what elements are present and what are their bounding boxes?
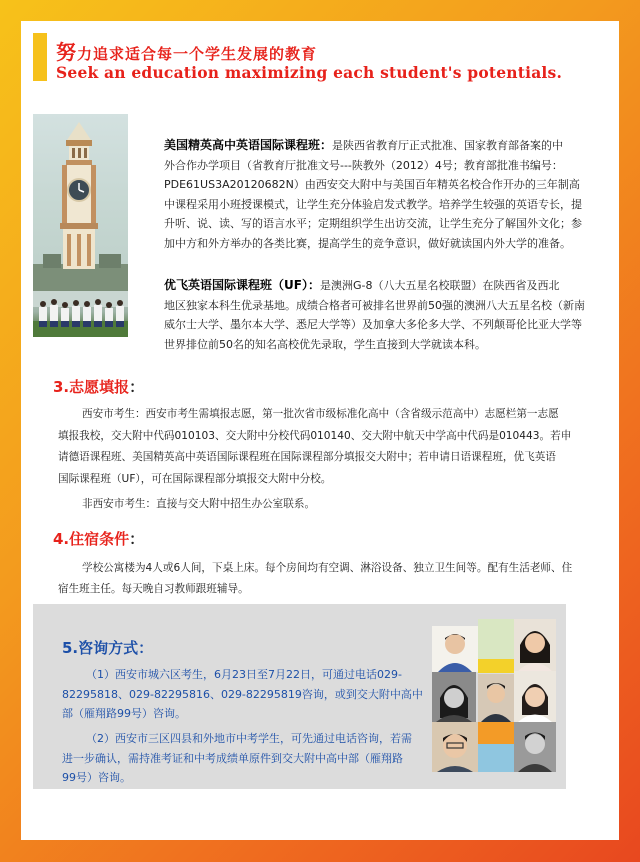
section-volunteer-colon: ： (129, 378, 145, 396)
contact-method-1 (62, 665, 432, 724)
header-chinese-slogan (56, 36, 317, 65)
section-contact-colon: ： (138, 639, 154, 657)
students-group-photo (33, 291, 128, 337)
program-us-elite-line: PDE61US3A20120682N）由西安交大附中与美国百年精英名校合作开办的三年制高 (164, 178, 580, 191)
section-dorm-colon: ： (129, 530, 145, 548)
section-volunteer-line: 国际课程班（UF），可在国际课程部分填报交大附中分校。 (58, 472, 332, 485)
contact-method-2-line: （2）西安市三区四县和外地市中考学生，可先通过电话咨询，若需 (86, 732, 412, 745)
section-dorm-body (58, 558, 588, 600)
header-english-slogan: Seek an education maximizing each student's potentials. (56, 63, 563, 82)
program-uf (164, 276, 586, 354)
header-first-char: 努 (56, 40, 77, 64)
contact-method-2-line: 进一步确认，需持准考证和中考成绩单原件到交大附中高中部（雁翔路 (62, 751, 403, 765)
student-portraits-collage (432, 619, 556, 779)
section-contact-title-text: 5.咨询方式 (62, 639, 139, 657)
program-uf-line: 地区独家本科生优录基地。成绩合格者可被排名世界前50强的澳洲八大五星名校（新南 (164, 298, 585, 312)
section-dorm-title-text: 4.住宿条件 (53, 530, 130, 548)
program-us-elite-line: 加中方和外方举办的各类比赛，提高学生的竞争意识，做好就读国内外大学的准备。 (164, 236, 571, 250)
student-portrait (478, 674, 514, 722)
contact-method-2-line: 99号）咨询。 (62, 771, 131, 784)
section-volunteer-line: 请德语课程班、美国精英高中英语国际课程班在国际课程部分填报交大附中；若申请日语课程班，优飞英语 (58, 451, 556, 463)
program-uf-line: 世界排位前50名的知名高校优先录取，学生直接到大学就读本科。 (164, 337, 486, 351)
program-us-elite-line: 是陕西省教育厅正式批准、国家教育部备案的中 (332, 139, 564, 152)
program-us-elite-line: 升听、说、读、写的语言水平；定期组织学生出访交流，让学生充分了解国外文化；参 (164, 217, 582, 230)
program-uf-line: 是澳洲G-8（八大五星名校联盟）在陕西省及西北 (319, 279, 560, 292)
section-volunteer-title (53, 376, 144, 397)
color-tile-yellow (478, 659, 514, 673)
color-tile-blue (478, 744, 514, 772)
section-volunteer-line: 西安市考生：西安市考生需填报志愿，第一批次省市级标准化高中（含省级示范高中）志愿栏第一志愿 (82, 408, 559, 420)
program-uf-line: 威尔士大学、墨尔本大学、悉尼大学等）及加拿大多伦多大学、不列颠哥伦比亚大学等 (164, 318, 582, 331)
contact-method-2 (62, 729, 432, 788)
student-portrait (432, 626, 478, 672)
section-volunteer-line: 填报我校，交大附中代码010103、交大附中分校代码010140、交大附中航天中学高中代码是010443。若申 (58, 429, 572, 442)
contact-box (33, 604, 566, 789)
section-dorm-line: 学校公寓楼为4人或6人间，下桌上床。每个房间均有空调、淋浴设备、独立卫生间等。配有生活老师、住 (82, 562, 573, 574)
header-accent-bar (33, 33, 47, 81)
contact-method-1-line: （1）西安市城六区考生，6月23日至7月22日，可通过电话029- (86, 668, 402, 681)
header-slogan-rest: 力追求适合每一个学生发展的教育 (77, 45, 318, 63)
student-portrait (432, 722, 478, 772)
student-portrait (514, 722, 556, 772)
section-dorm-line: 宿生班主任。每天晚自习教师跟班辅导。 (58, 583, 249, 595)
program-us-elite-title: 美国精英高中英语国际课程班： (164, 138, 333, 152)
program-us-elite-line: 外合作办学项目（省教育厅批准文号---陕教外（2012）4号；教育部批准书编号： (164, 158, 563, 172)
clock-tower-photo (33, 114, 128, 296)
student-portrait (514, 671, 556, 722)
program-uf-title: 优飞英语国际课程班（UF）： (164, 278, 320, 292)
student-portrait (514, 619, 556, 671)
color-tile-green (478, 619, 514, 659)
contact-method-1-line: 82295818、029-82295816、029-82295819咨询，或到交大附中高中 (62, 687, 423, 701)
section-dorm-title (53, 528, 144, 549)
color-tile-orange (478, 722, 514, 744)
section-volunteer-note: 非西安市考生：直接与交大附中招生办公室联系。 (82, 498, 316, 510)
contact-method-1-line: 部（雁翔路99号）咨询。 (62, 707, 186, 720)
section-contact-title (62, 637, 153, 658)
section-volunteer-body (58, 404, 588, 490)
program-us-elite (164, 136, 586, 253)
student-portrait (432, 672, 476, 722)
section-volunteer-title-text: 3.志愿填报 (53, 378, 130, 396)
program-us-elite-line: 中课程采用小班授课模式，让学生充分体验启发式教学。培养学生较强的英语专长，提 (164, 197, 582, 211)
